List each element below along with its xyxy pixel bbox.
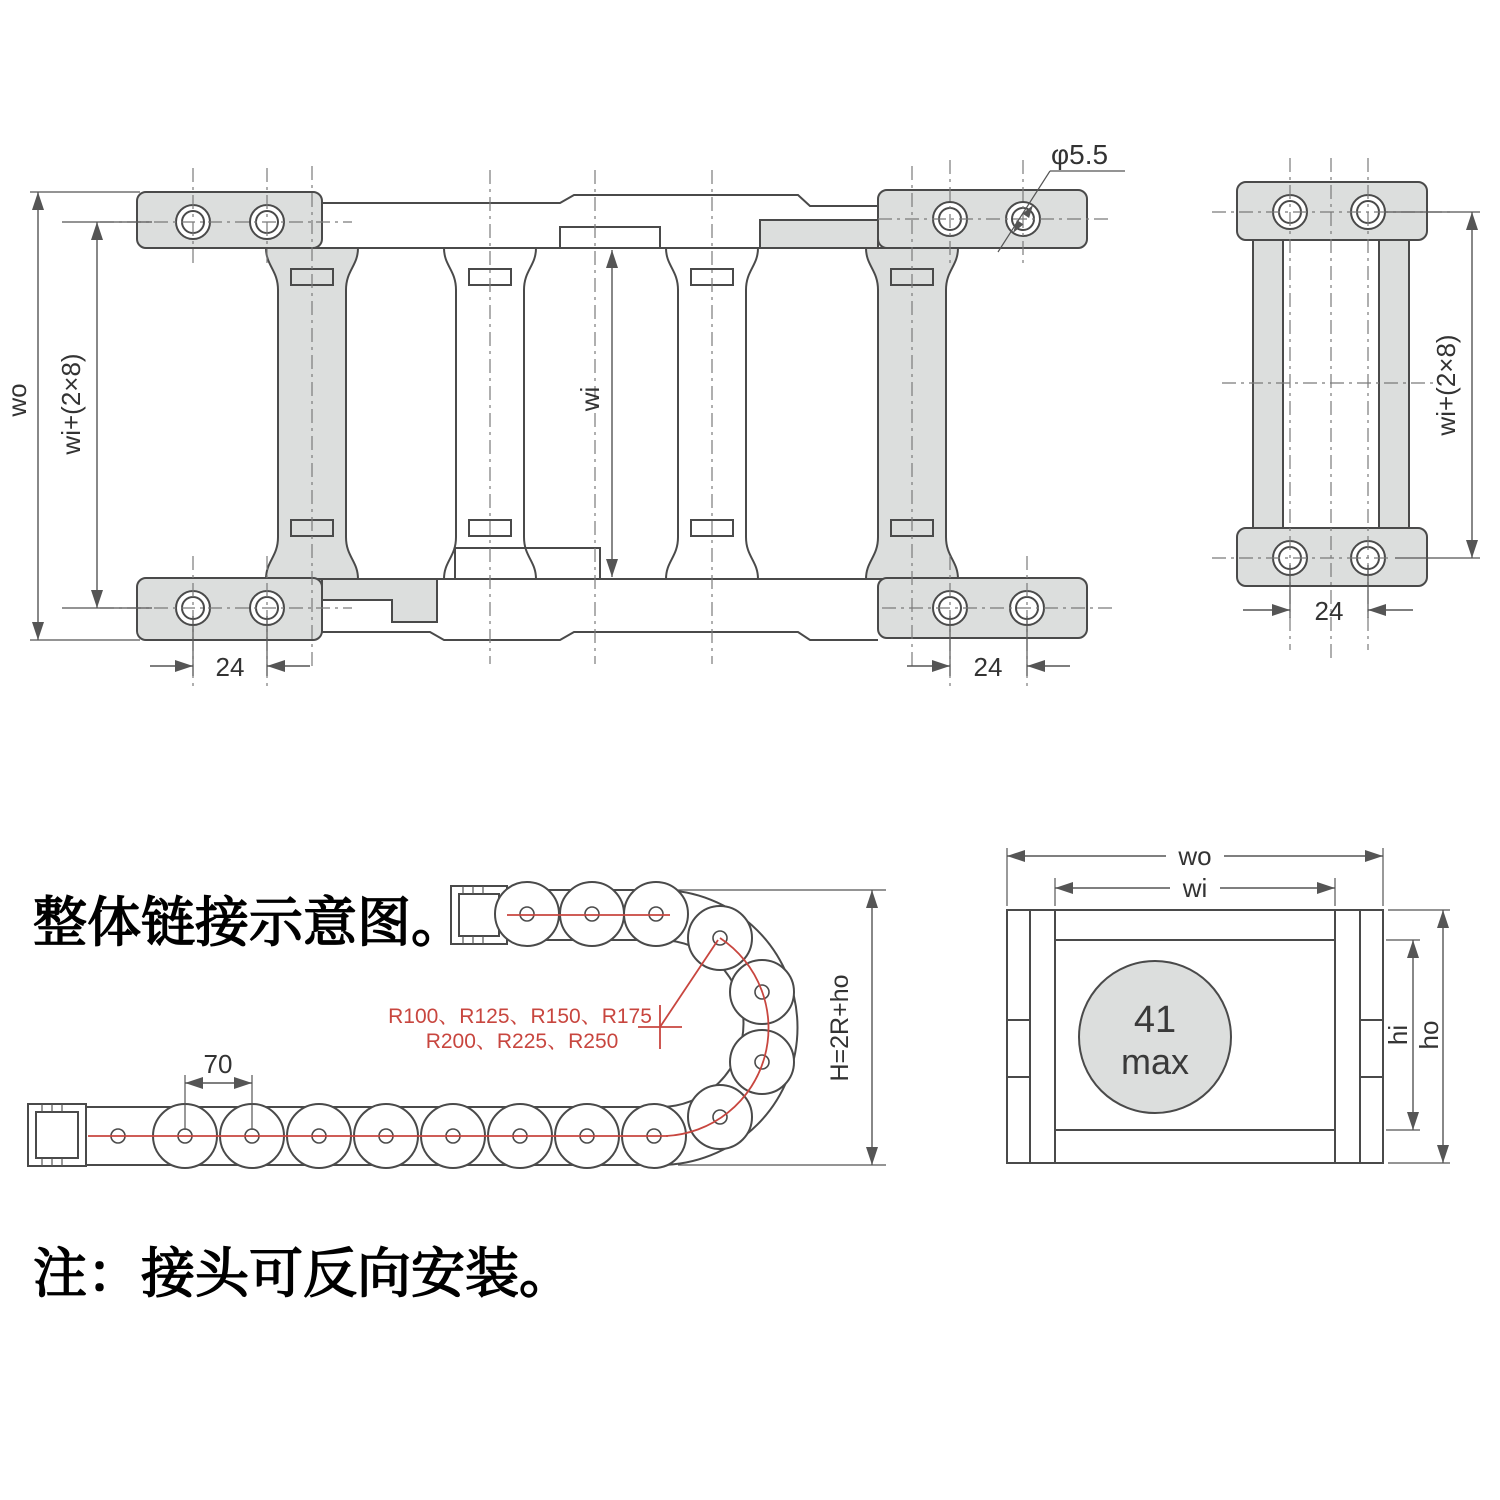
dim-label-wi: wi <box>575 386 605 412</box>
mounting-bracket <box>1237 528 1427 586</box>
rail-band <box>760 220 878 248</box>
dim-label-wi-section: wi <box>1182 873 1208 903</box>
dim-label-hole-dia: φ5.5 <box>1051 139 1109 170</box>
dim-label-24-right: 24 <box>973 652 1003 682</box>
mounting-bracket <box>1237 182 1427 240</box>
bend-radii-line2: R200、R225、R250 <box>425 1030 619 1053</box>
side-plate <box>1007 910 1030 1163</box>
mounting-bracket <box>137 578 322 640</box>
cable-max-label: max <box>1120 1041 1190 1082</box>
rail-step <box>560 227 660 248</box>
side-rail <box>1379 240 1409 528</box>
note-text: 注：接头可反向安装。 <box>33 1244 573 1304</box>
diagram-title: 整体链接示意图。 <box>33 893 465 953</box>
mounting-bracket <box>137 192 322 248</box>
dim-label-ho: ho <box>1414 1020 1444 1050</box>
top-rail-outer-edge <box>322 195 878 206</box>
plan-view <box>2 139 1125 686</box>
dim-label-70: 70 <box>203 1049 233 1079</box>
section-view <box>1007 841 1450 1163</box>
crossbar <box>1055 910 1335 940</box>
end-connector <box>28 1104 86 1166</box>
dim-label-wi-plus-end: wi+(2×8) <box>1431 334 1461 436</box>
side-plate <box>1335 910 1360 1163</box>
dim-label-wo-section: wo <box>1178 841 1212 871</box>
side-rail <box>1253 240 1283 528</box>
dim-label-height: H=2R+ho <box>826 974 854 1082</box>
bottom-rail-outer-edge <box>322 632 878 640</box>
bend-radii-line1: R100、R125、R150、R175 <box>388 1005 652 1028</box>
dim-label-hi: hi <box>1383 1024 1413 1046</box>
dim-label-wi-plus: wi+(2×8) <box>56 353 86 455</box>
crossbar <box>1055 1130 1335 1163</box>
dim-label-24-left: 24 <box>215 652 245 682</box>
side-plate <box>1360 910 1383 1163</box>
side-plate <box>1030 910 1055 1163</box>
end-view <box>1212 158 1480 658</box>
rail-band <box>322 579 437 622</box>
dim-label-wo: wo <box>2 383 32 417</box>
dim-label-24-end: 24 <box>1314 596 1344 626</box>
cable-dia-label: 41 <box>1133 999 1177 1041</box>
